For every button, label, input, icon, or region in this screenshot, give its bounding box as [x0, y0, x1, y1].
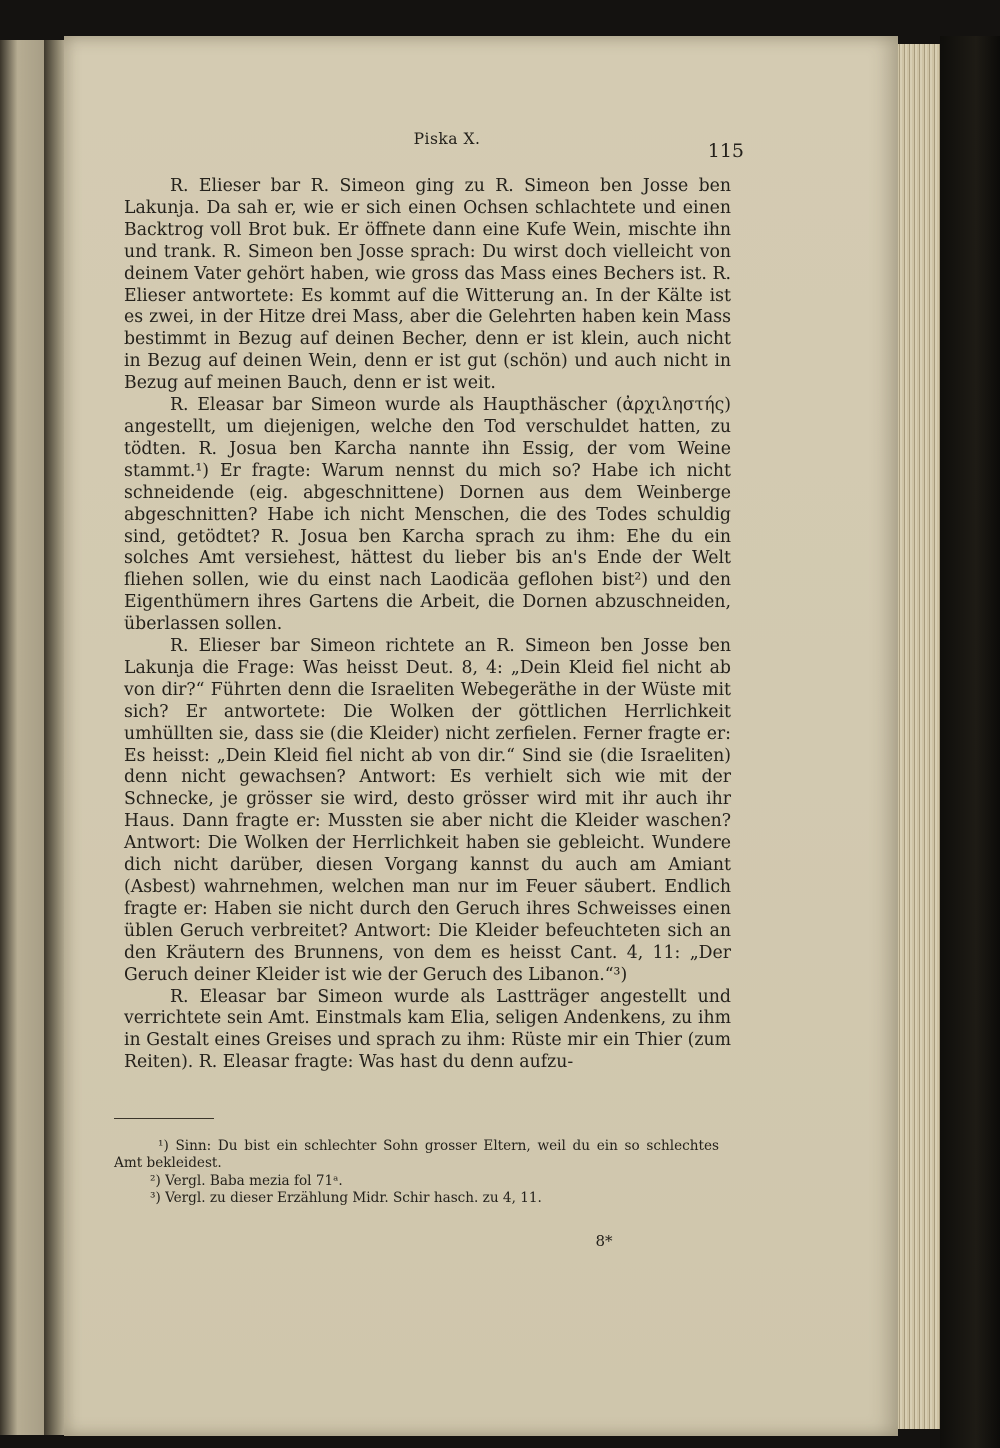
paragraph: R. Elieser bar Simeon richtete an R. Simeon ben Josse ben Lakunja die Frage: Was heisst Deut. 8, 4: „Dein Kleid fiel nicht ab von dir?“ Führten denn die Israeliten Webegeräthe in der Wüste mit sich? Er antwortete: Die Wolken der göttlichen Herrlichkeit umhüllten sie, dass sie (die Kleider) nicht zerfielen. Ferner fragte er: Es heisst: „Dein Kleid fiel nicht ab von dir.“ Sind sie (die Israeliten) denn nicht gewachsen? Antwort: Es verhielt sich wie mit der Schnecke, je grösser sie wird, desto grösser wird mit ihr auch ihr Haus. Dann fragte er: Mussten sie aber nicht die Kleider waschen? Antwort: Die Wolken der Herrlichkeit haben sie gebleicht. Wundere dich nicht darüber, diesen Vorgang kannst du auch am Amiant (Asbest) wahrnehmen, welchen man nur im Feuer säubert. Endlich fragte er: Haben sie nicht durch den Geruch ihres Schweisses einen üblen Geruch verbreitet? Antwort: Die Kleider befeuchteten sich an den Kräutern des Brunnens, von dem es heisst Cant. 4, 11: „Der Geruch deiner Kleider ist wie der Geruch des Libanon.“³) [124, 636, 731, 985]
page-number: 115 [707, 140, 744, 162]
page-fore-edge [892, 44, 944, 1429]
left-page-edge [0, 40, 44, 1435]
paragraph: R. Eleasar bar Simeon wurde als Haupthäscher (ἀρχιληστής) angestellt, um diejenigen, welche den Tod verschuldet hatten, zu tödten. R. Josua ben Karcha nannte ihn Essig, der vom Weine stammt.¹) Er fragte: Warum nennst du mich so? Habe ich nicht schneidende (eig. abgeschnittene) Dornen aus dem Weinberge abgeschnitten? Habe ich nicht Menschen, die des Todes schuldig sind, getödtet? R. Josua ben Karcha sprach zu ihm: Ehe du ein solches Amt versiehest, hättest du lieber bis an's Ende der Welt fliehen sollen, wie du einst nach Laodicäa geflohen bist²) und den Eigenthümern ihres Gartens die Arbeit, die Dornen abzuschneiden, überlassen sollen. [124, 395, 731, 635]
book-cover-edge [940, 36, 1000, 1448]
footnote: ²) Vergl. Baba mezia fol 71ᵃ. [150, 1172, 343, 1189]
paragraph: R. Elieser bar R. Simeon ging zu R. Simeon ben Josse ben Lakunja. Da sah er, wie er sich einen Ochsen schlachtete und einen Backtrog voll Brot buk. Er öffnete dann eine Kufe Wein, mischte ihn und trank. R. Simeon ben Josse sprach: Du wirst doch vielleicht von deinem Vater gehört haben, wie gross das Mass eines Bechers ist. R. Elieser antwortete: Es kommt auf die Witterung an. In der Kälte ist es zwei, in der Hitze drei Mass, aber die Gelehrten haben kein Mass bestimmt in Bezug auf deinen Becher, denn er ist klein, auch nicht in Bezug auf deinen Wein, denn er ist gut (schön) und auch nicht in Bezug auf meinen Bauch, denn er ist weit. [124, 176, 731, 394]
footnote-separator [114, 1118, 214, 1119]
book-page [64, 36, 898, 1436]
signature-mark: 8* [595, 1232, 613, 1250]
body-text [124, 176, 731, 1074]
paragraph: R. Eleasar bar Simeon wurde als Lastträger angestellt und verrichtete sein Amt. Einstmals kam Elia, seligen Andenkens, zu ihm in Gestalt eines Greises und sprach zu ihm: Rüste mir ein Thier (zum Reiten). R. Eleasar fragte: Was hast du denn aufzu- [124, 986, 731, 1073]
footnotes [114, 1138, 719, 1208]
footnote: ¹) Sinn: Du bist ein schlechter Sohn grosser Eltern, weil du ein so schlechtes Amt bekleidest. [114, 1138, 719, 1172]
running-title: Piska X. [413, 130, 481, 148]
footnote: ³) Vergl. zu dieser Erzählung Midr. Schir hasch. zu 4, 11. [150, 1190, 542, 1207]
